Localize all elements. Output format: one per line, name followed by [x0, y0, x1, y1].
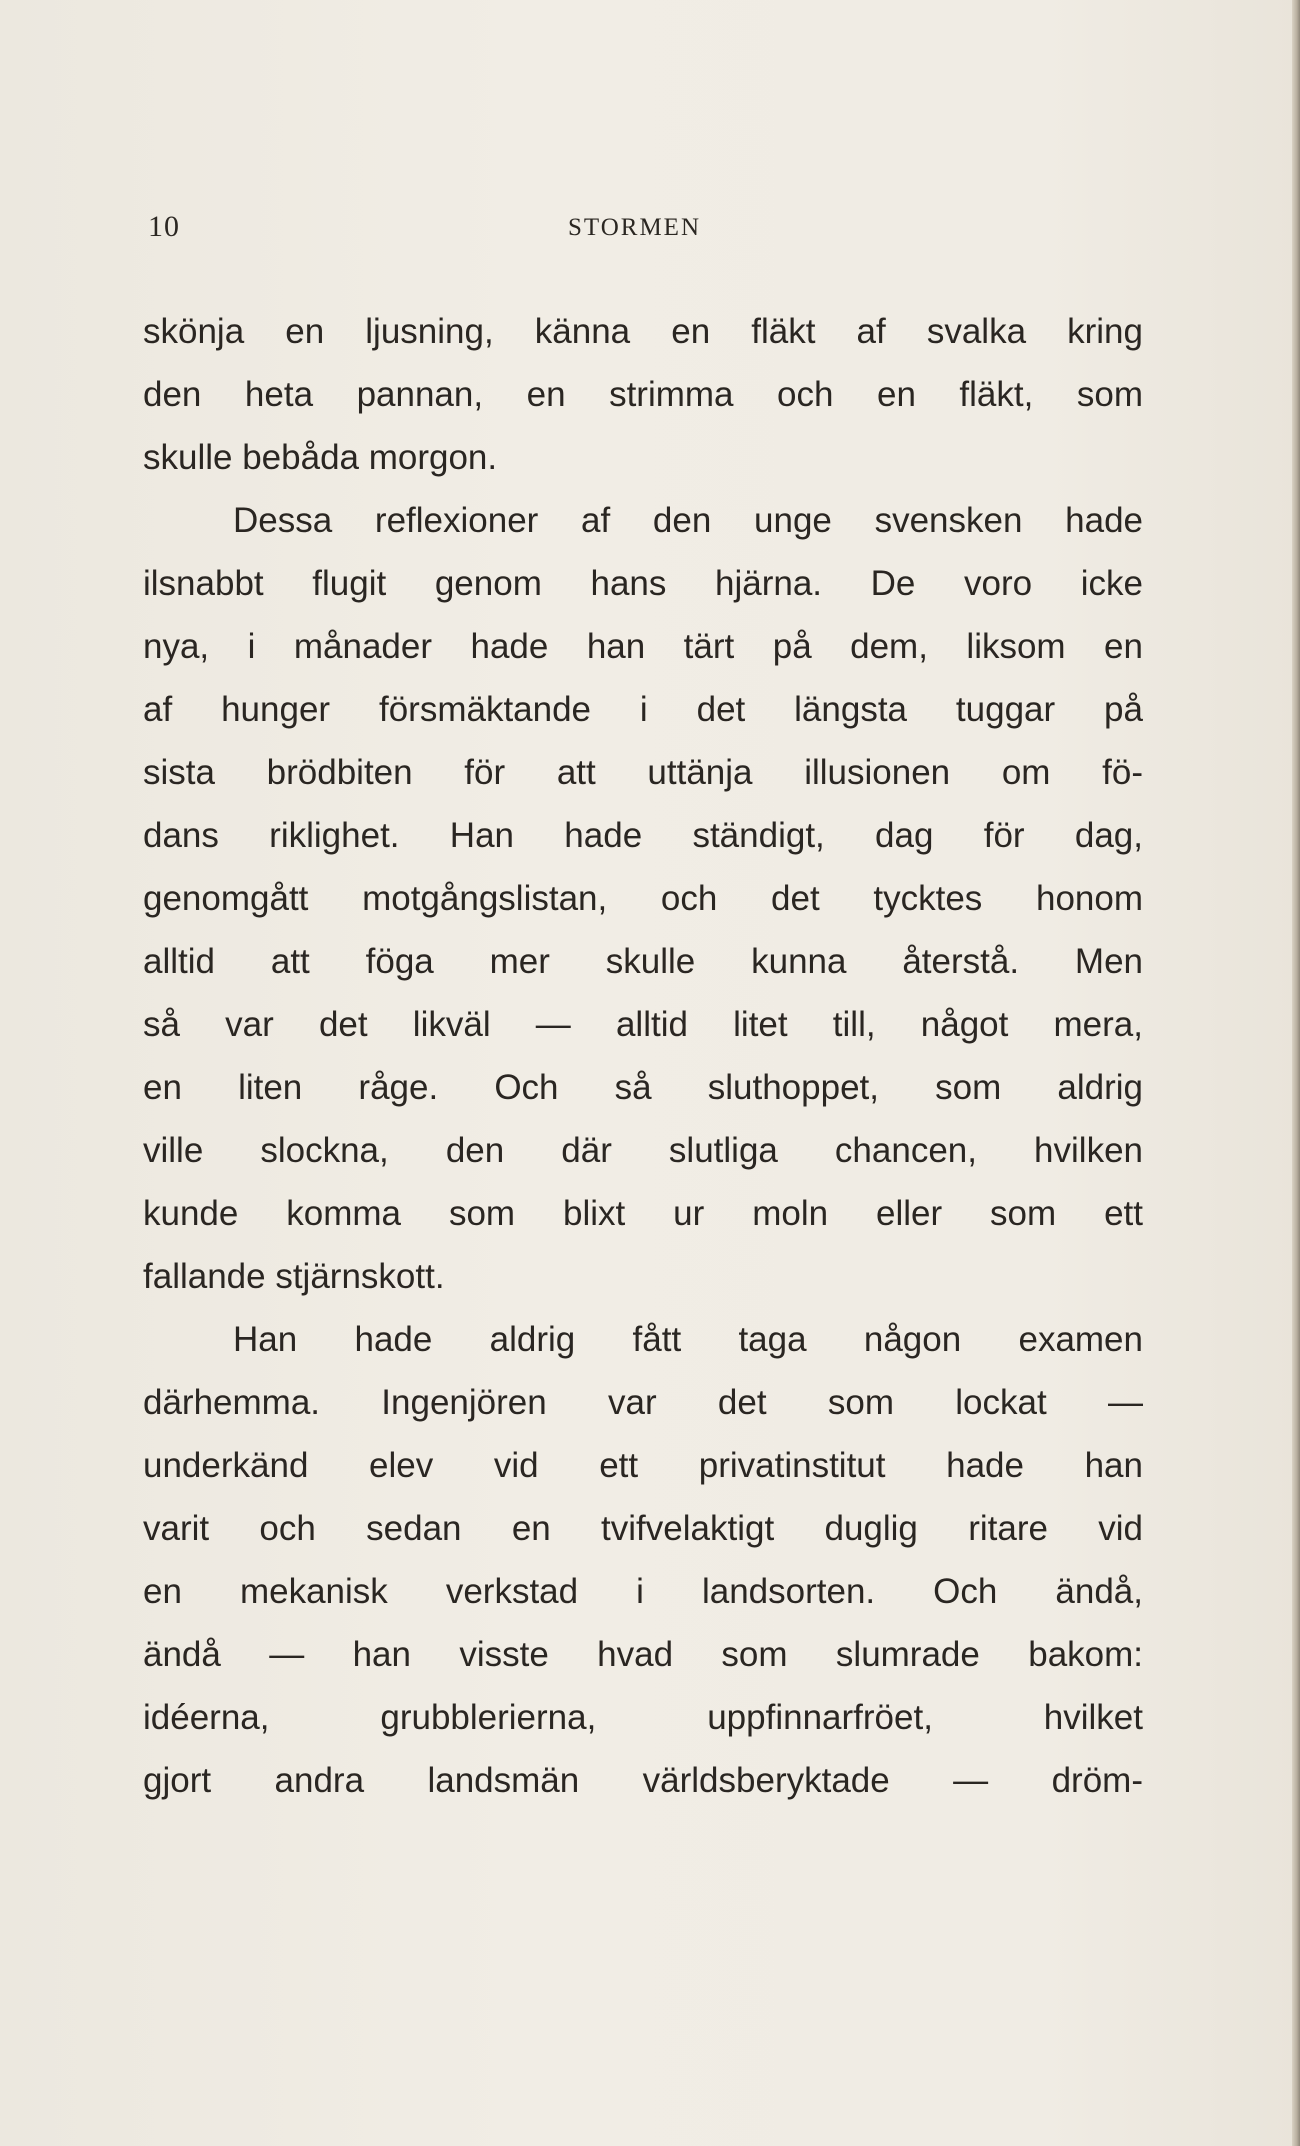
text-line: Dessa reflexioner af den unge svensken hade	[233, 501, 1143, 540]
text-line: en mekanisk verkstad i landsorten. Och ändå,	[143, 1572, 1143, 1611]
text-line: genomgått motgångslistan, och det tycktes honom	[143, 879, 1143, 918]
text-line: den heta pannan, en strimma och en fläkt, som	[143, 375, 1143, 414]
text-line: idéerna, grubblerierna, uppfinnarfröet, hvilket	[143, 1698, 1143, 1737]
text-line: varit och sedan en tvifvelaktigt duglig ritare vid	[143, 1509, 1143, 1548]
text-line: skönja en ljusning, känna en fläkt af svalka kring	[143, 312, 1143, 351]
text-line: fallande stjärnskott.	[143, 1257, 445, 1296]
text-line: skulle bebåda morgon.	[143, 438, 498, 477]
body-text	[143, 300, 1143, 1812]
page-number: 10	[148, 210, 180, 243]
text-line: därhemma. Ingenjören var det som lockat —	[143, 1383, 1143, 1422]
text-line: af hunger försmäktande i det längsta tuggar på	[143, 690, 1143, 729]
running-head	[148, 210, 1148, 254]
text-line: så var det likväl — alltid litet till, något mera,	[143, 1005, 1143, 1044]
text-line: en liten råge. Och så sluthoppet, som aldrig	[143, 1068, 1143, 1107]
text-line: alltid att föga mer skulle kunna återstå. Men	[143, 942, 1143, 981]
text-line: Han hade aldrig fått taga någon examen	[233, 1320, 1143, 1359]
text-line: underkänd elev vid ett privatinstitut hade han	[143, 1446, 1143, 1485]
text-line: kunde komma som blixt ur moln eller som ett	[143, 1194, 1143, 1233]
text-line: sista brödbiten för att uttänja illusionen om fö-	[143, 753, 1143, 792]
book-title: STORMEN	[568, 214, 702, 241]
text-line: dans riklighet. Han hade ständigt, dag för dag,	[143, 816, 1143, 855]
text-line: ilsnabbt flugit genom hans hjärna. De voro icke	[143, 564, 1143, 603]
page-edge	[1292, 0, 1300, 2146]
text-line: ville slockna, den där slutliga chancen, hvilken	[143, 1131, 1143, 1170]
text-line: nya, i månader hade han tärt på dem, liksom en	[143, 627, 1143, 666]
text-line: gjort andra landsmän världsberyktade — dröm-	[143, 1761, 1143, 1800]
text-line: ändå — han visste hvad som slumrade bakom:	[143, 1635, 1143, 1674]
